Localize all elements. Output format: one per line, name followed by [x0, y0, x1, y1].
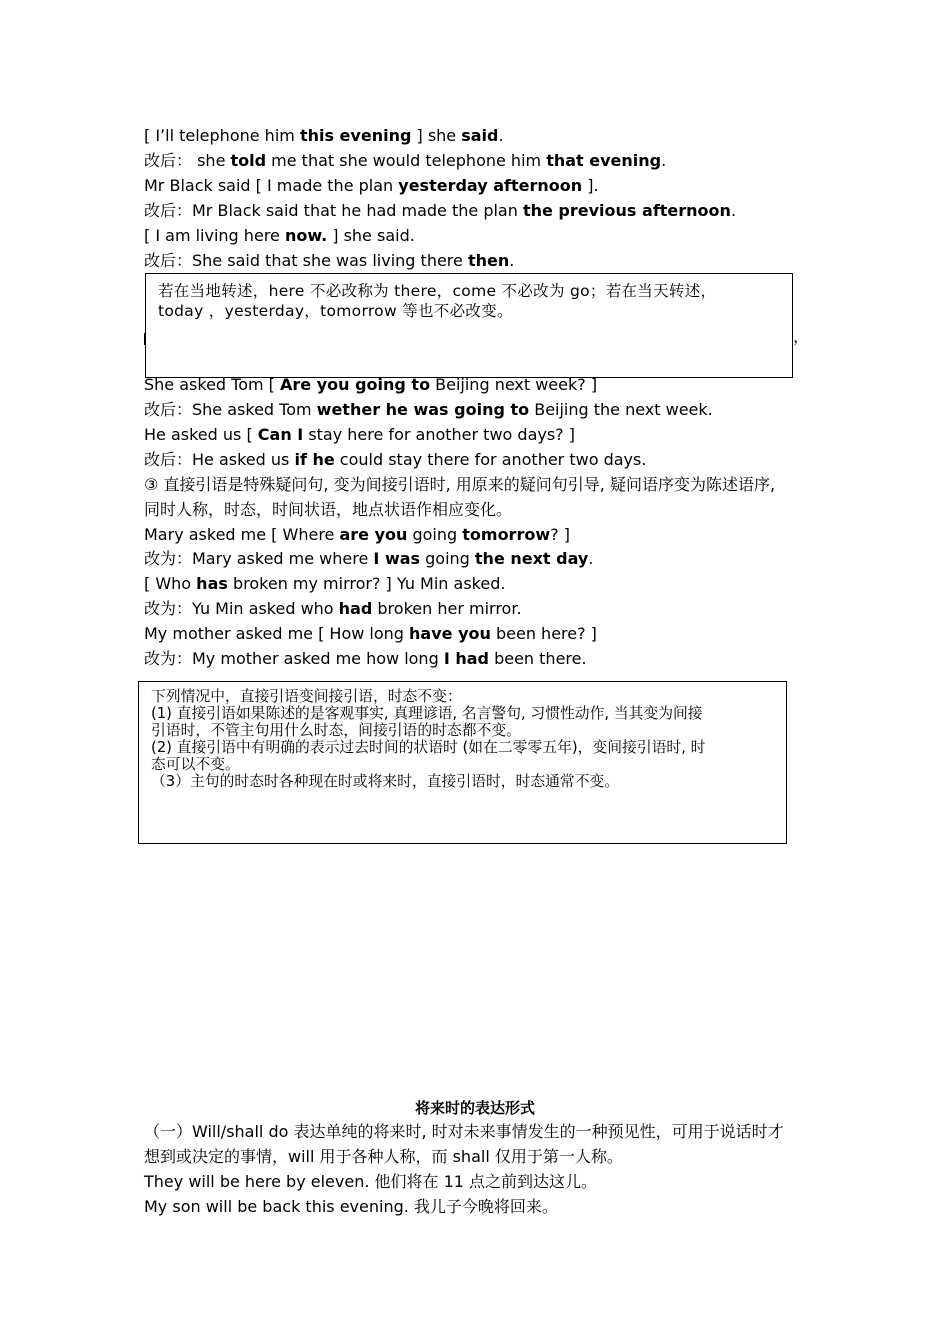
example-line: 改后：Mr Black said that he had made the plan the previous afternoon.	[144, 201, 737, 220]
example-line: 改后：She asked Tom wether he was going to Beijing the next week.	[144, 400, 713, 419]
example-line: [ Who has broken my mirror? ] Yu Min asked.	[144, 574, 506, 593]
rule-3-line-1: ③ 直接引语是特殊疑问句, 变为间接引语时, 用原来的疑问句引导, 疑问语序变为陈述语序,	[144, 475, 776, 494]
note-line: 态可以不变。	[151, 756, 240, 773]
example-line: My mother asked me [ How long have you been here? ]	[144, 624, 597, 643]
example-line: Mary asked me [ Where are you going tomorrow? ]	[144, 525, 570, 544]
example-line: 改后：He asked us if he could stay there for another two days.	[144, 450, 647, 469]
example-line: Mr Black said [ I made the plan yesterday afternoon ].	[144, 176, 599, 195]
future-line: （一）Will/shall do 表达单纯的将来时, 时对未来事情发生的一种预见性，可用于说话时才	[144, 1122, 784, 1141]
future-example: My son will be back this evening. 我儿子今晚将回来。	[144, 1197, 558, 1216]
note-line: 引语时，不管主句用什么时态，间接引语的时态都不变。	[151, 722, 521, 739]
note-box-local-report	[145, 273, 793, 378]
section-heading: 将来时的表达形式	[414, 1099, 535, 1117]
note-line: (1) 直接引语如果陈述的是客观事实, 真理谚语, 名言警句, 习惯性动作, 当其变为间接	[151, 705, 703, 722]
future-example: They will be here by eleven. 他们将在 11 点之前到达这儿。	[144, 1172, 598, 1191]
example-line: He asked us [ Can I stay here for another two days? ]	[144, 425, 575, 444]
note-line: 下列情况中，直接引语变间接引语，时态不变：	[151, 688, 462, 705]
stray-comma: ，	[793, 327, 810, 346]
example-line: 改为：My mother asked me how long I had been there.	[144, 649, 587, 668]
example-line: [ I’ll telephone him this evening ] she said.	[144, 126, 504, 145]
note-line: (2) 直接引语中有明确的表示过去时间的状语时 (如在二零零五年)，变间接引语时, 时	[151, 739, 706, 756]
example-line: 改后： she told me that she would telephone him that evening.	[144, 151, 667, 170]
note-box-tense-unchanged	[138, 681, 787, 844]
example-line: 改后：She said that she was living there then.	[144, 251, 515, 270]
example-line: [ I am living here now. ] she said.	[144, 226, 415, 245]
note-line: today ，yesterday，tomorrow 等也不必改变。	[158, 302, 513, 320]
example-line: She asked Tom [ Are you going to Beijing next week? ]	[144, 375, 598, 394]
rule-3-line-2: 同时人称，时态，时间状语，地点状语作相应变化。	[144, 500, 513, 519]
note-line: 若在当地转述，here 不必改称为 there，come 不必改为 go；若在当天转述，	[158, 282, 717, 300]
future-line: 想到或决定的事情，will 用于各种人称，而 shall 仅用于第一人称。	[144, 1147, 623, 1166]
note-line: （3）主句的时态时各种现在时或将来时，直接引语时，时态通常不变。	[151, 773, 620, 790]
example-line: 改为：Mary asked me where I was going the next day.	[144, 549, 594, 568]
example-line: 改为：Yu Min asked who had broken her mirror.	[144, 599, 522, 618]
